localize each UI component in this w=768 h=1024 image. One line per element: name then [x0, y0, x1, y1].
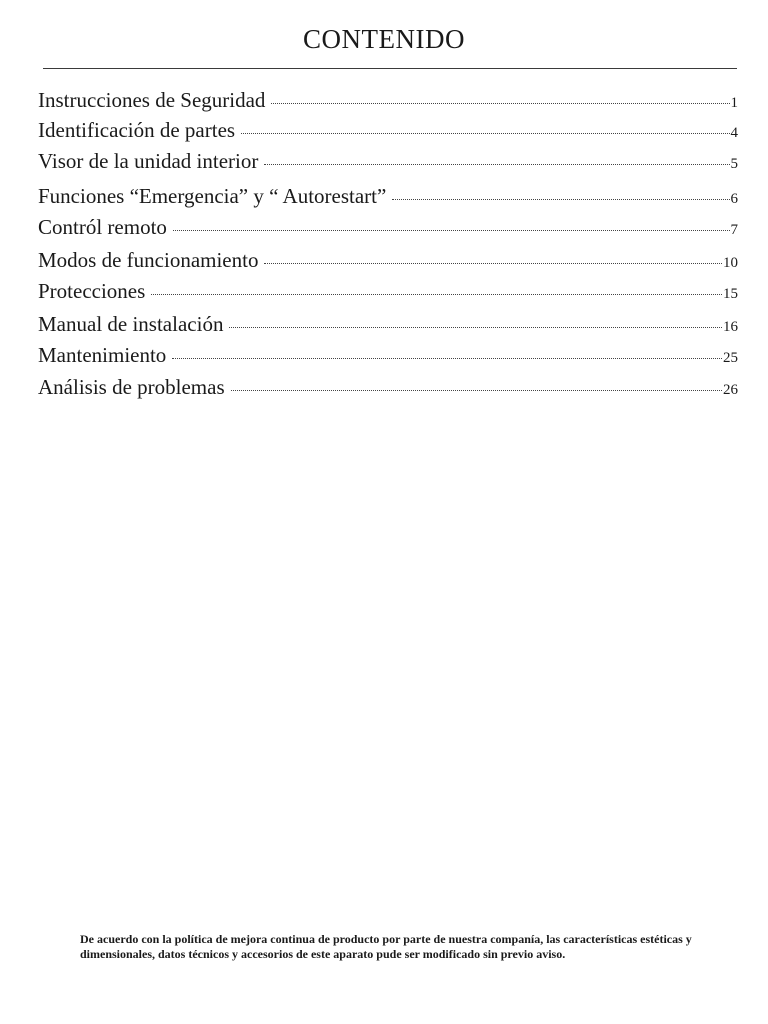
toc-entry-page: 25 — [723, 350, 738, 366]
toc-entry-label: Contról remoto — [38, 215, 167, 239]
toc-entry-label: Análisis de problemas — [38, 375, 225, 399]
toc-entry-page: 1 — [730, 95, 738, 111]
toc-entry-label: Modos de funcionamiento — [38, 248, 259, 272]
toc-entry-page: 15 — [723, 286, 738, 302]
dot-leader — [172, 358, 722, 359]
toc-entry-problemas[interactable] — [38, 373, 738, 401]
toc-entry-page: 6 — [730, 191, 738, 207]
toc-entry-emergencia[interactable] — [38, 182, 738, 210]
title-divider — [43, 68, 737, 69]
toc-entry-page: 7 — [730, 222, 738, 238]
toc-entry-label: Funciones “Emergencia” y “ Autorestart” — [38, 184, 387, 208]
toc-entry-label: Protecciones — [38, 279, 146, 303]
dot-leader — [173, 230, 730, 231]
toc-entry-label: Identificación de partes — [38, 118, 236, 142]
toc-entry-page: 10 — [723, 255, 738, 271]
toc-entry-protecciones[interactable] — [38, 277, 738, 305]
dot-leader — [241, 133, 729, 134]
dot-leader — [271, 103, 729, 104]
toc-entry-instalacion[interactable] — [38, 310, 738, 338]
dot-leader — [231, 390, 722, 391]
page-title: CONTENIDO — [303, 24, 465, 54]
toc-entry-seguridad[interactable] — [38, 86, 738, 114]
dot-leader — [229, 327, 722, 328]
toc-entry-page: 5 — [730, 156, 738, 172]
toc-entry-visor[interactable] — [38, 147, 738, 175]
toc-entry-modos[interactable] — [38, 246, 738, 274]
dot-leader — [392, 199, 729, 200]
toc-entry-partes[interactable] — [38, 116, 738, 144]
dot-leader — [264, 164, 729, 165]
toc-entry-control-remoto[interactable] — [38, 213, 738, 241]
disclaimer-footnote: De acuerdo con la política de mejora continua de producto por parte de nuestra companía, las características estéticas y dimensionales, datos técnicos y accesorios de este aparato pude ser modificado sin previo aviso. — [80, 932, 692, 961]
toc-entry-page: 26 — [723, 382, 738, 398]
dot-leader — [264, 263, 722, 264]
toc-entry-page: 16 — [723, 319, 738, 335]
toc-entry-mantenimiento[interactable] — [38, 341, 738, 369]
toc-entry-label: Instrucciones de Seguridad — [38, 88, 266, 112]
toc-entry-page: 4 — [730, 125, 738, 141]
toc-entry-label: Visor de la unidad interior — [38, 149, 259, 173]
dot-leader — [151, 294, 722, 295]
toc-entry-label: Mantenimiento — [38, 343, 167, 367]
toc-entry-label: Manual de instalación — [38, 312, 224, 336]
